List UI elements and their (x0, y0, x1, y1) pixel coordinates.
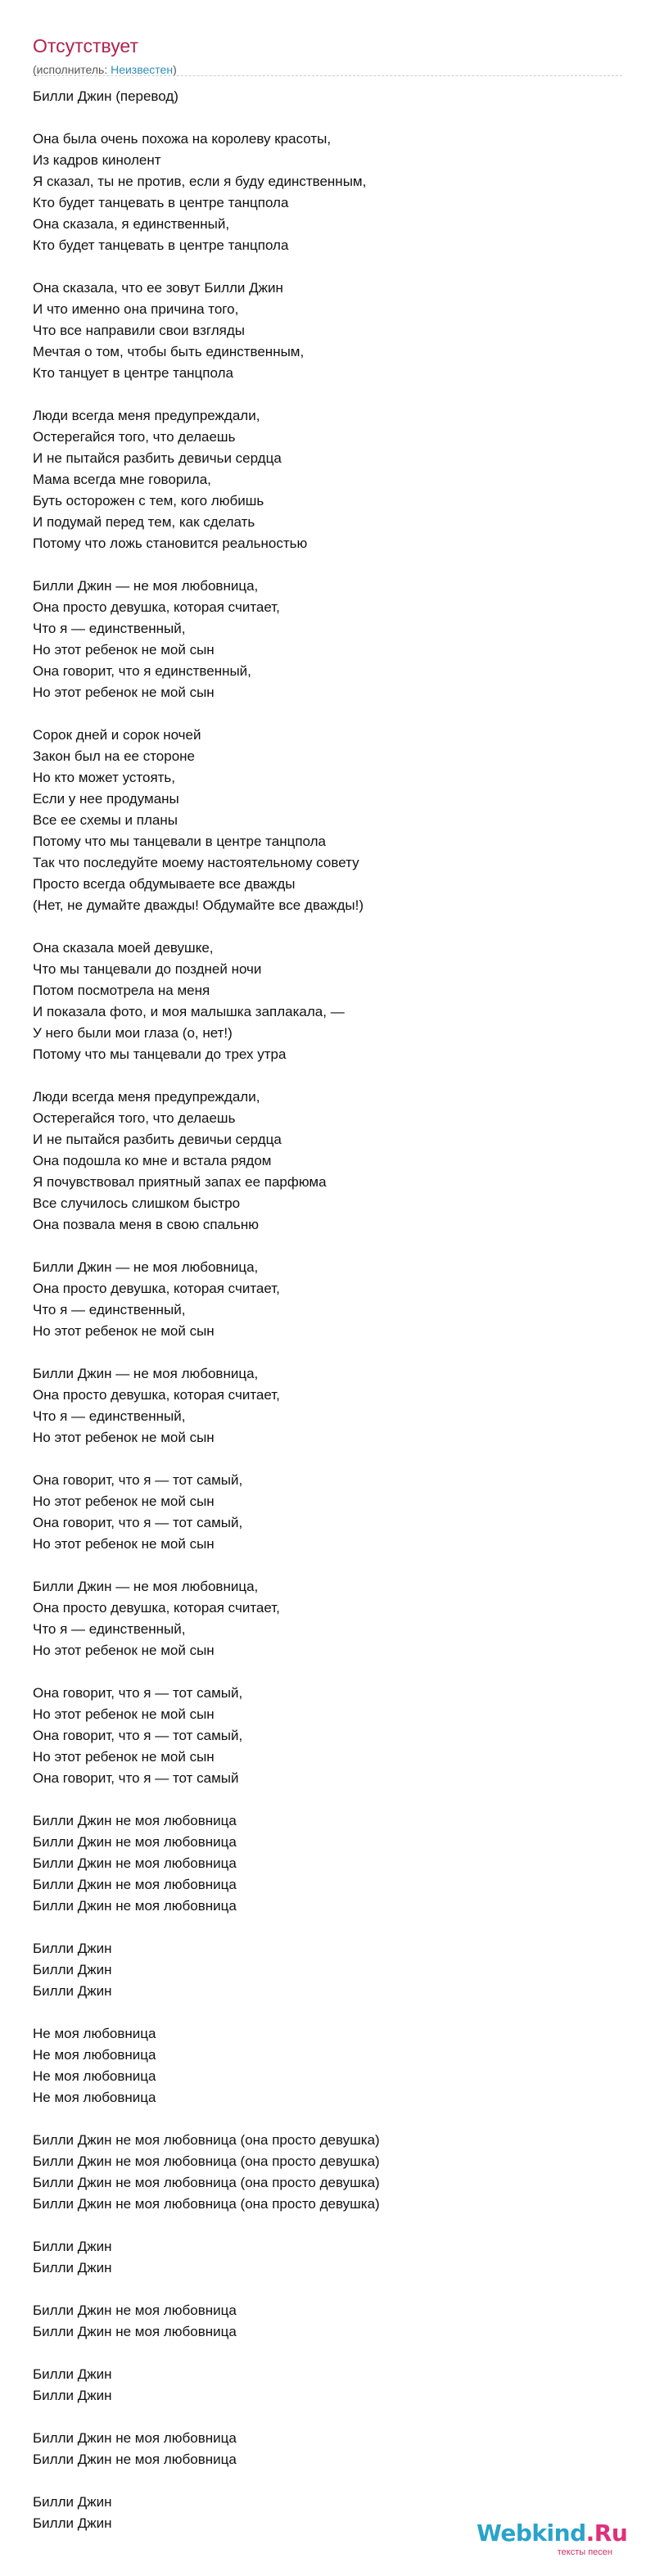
lyrics-line: Закон был на ее стороне (33, 748, 196, 764)
lyrics-line: Но этот ребенок не мой сын (33, 1536, 215, 1552)
lyrics-line: Она позвала меня в свою спальню (33, 1217, 260, 1232)
lyrics-line: Билли Джин не моя любовница (33, 2430, 237, 2446)
lyrics-line: И показала фото, и моя малышка заплакала, — (33, 1004, 345, 1019)
lyrics-stanza (33, 1087, 622, 1236)
lyrics-line: Но этот ребенок не мой сын (33, 685, 215, 700)
lyrics-line: И подумай перед тем, как сделать (33, 514, 255, 530)
lyrics-line: Билли Джин не моя любовница (33, 2303, 237, 2318)
lyrics-line: Билли Джин (33, 2494, 112, 2510)
lyrics-line: Билли Джин (33, 2260, 112, 2275)
song-header (33, 34, 622, 77)
lyrics-line: Но этот ребенок не мой сын (33, 1749, 215, 1765)
lyrics-line: И не пытайся разбить девичьи сердца (33, 450, 282, 466)
lyrics-stanza (33, 2130, 622, 2215)
lyrics-line: Потому что мы танцевали до трех утра (33, 1046, 287, 1062)
lyrics-line: Билли Джин не моя любовница (она просто девушка) (33, 2132, 380, 2148)
lyrics-line: Она просто девушка, которая считает, (33, 1281, 280, 1296)
lyrics-stanza (33, 2300, 622, 2343)
lyrics-line: Билли Джин не моя любовница (она просто девушка) (33, 2196, 380, 2212)
lyrics-line: Билли Джин — не моя любовница, (33, 1579, 259, 1594)
lyrics-line: Но кто может устоять, (33, 770, 176, 785)
lyrics-line: Она говорит, что я — тот самый, (33, 1515, 243, 1530)
lyrics-line: Но этот ребенок не мой сын (33, 1643, 215, 1658)
artist-prefix: (исполнитель: (33, 63, 111, 76)
lyrics-line: Потому что мы танцевали в центре танцпола (33, 834, 326, 849)
lyrics-line: (Нет, не думайте дважды! Обдумайте все дважды!) (33, 897, 364, 913)
lyrics-line: Билли Джин — не моя любовница, (33, 1259, 259, 1275)
lyrics-line: Билли Джин не моя любовница (33, 1834, 237, 1850)
lyrics-line: Она подошла ко мне и встала рядом (33, 1153, 272, 1168)
lyrics-line: Если у нее продуманы (33, 791, 179, 807)
lyrics-line: Остерегайся того, что делаешь (33, 1110, 236, 1126)
lyrics-line: Она говорит, что я — тот самый (33, 1770, 239, 1786)
lyrics-line: Но этот ребенок не мой сын (33, 1494, 215, 1509)
lyrics-line: Билли Джин (33, 1962, 112, 1977)
lyrics-stanza (33, 1938, 622, 2002)
lyrics-stanza (33, 278, 622, 384)
lyrics-line: Билли Джин — не моя любовница, (33, 578, 259, 594)
lyrics-line: Не моя любовница (33, 2068, 156, 2084)
lyrics-stanza (33, 1810, 622, 1917)
lyrics-line: Мама всегда мне говорила, (33, 472, 211, 487)
lyrics-line: Она сказала моей девушке, (33, 940, 214, 956)
lyrics-line: Кто танцует в центре танцпола (33, 365, 233, 381)
lyrics-stanza (33, 2364, 622, 2407)
lyrics-line: Я сказал, ты не против, если я буду единственным, (33, 174, 367, 189)
lyrics-stanza (33, 2023, 622, 2108)
lyrics-line: Но этот ребенок не мой сын (33, 642, 215, 658)
lyrics-line: Что все направили свои взгляды (33, 323, 245, 338)
lyrics-stanza (33, 1257, 622, 1342)
lyrics-stanza (33, 1363, 622, 1448)
lyrics-stanza (33, 1683, 622, 1789)
lyrics-line: Так что последуйте моему настоятельному совету (33, 855, 359, 870)
lyrics-line: И что именно она причина того, (33, 301, 239, 317)
artist-link[interactable]: Неизвестен (111, 63, 174, 76)
lyrics-line: Билли Джин не моя любовница (33, 2452, 237, 2467)
lyrics-stanza (33, 405, 622, 554)
lyrics-line: Она просто девушка, которая считает, (33, 1387, 280, 1403)
lyrics-stanza (33, 1470, 622, 1555)
lyrics-line: Из кадров кинолент (33, 152, 161, 168)
lyrics-line: Люди всегда меня предупреждали, (33, 408, 260, 423)
lyrics-line: Мечтая о том, чтобы быть единственным, (33, 344, 305, 359)
logo-tld: .Ru (585, 2520, 628, 2547)
lyrics-line: Не моя любовница (33, 2090, 156, 2105)
lyrics-line: Что я — единственный, (33, 1302, 186, 1317)
lyrics-line: Она говорит, что я единственный, (33, 663, 251, 679)
lyrics-line: Я почувствовал приятный запах ее парфюма (33, 1174, 327, 1190)
lyrics-line: Она сказала, что ее зовут Билли Джин (33, 280, 283, 296)
lyrics-line: Люди всегда меня предупреждали, (33, 1089, 260, 1105)
lyrics-line: Билли Джин не моя любовница (она просто девушка) (33, 2153, 380, 2169)
lyrics-line: Что я — единственный, (33, 1408, 186, 1424)
lyrics-stanza (33, 725, 622, 916)
lyrics-line: Она была очень похожа на королеву красоты, (33, 131, 332, 147)
lyrics-line: Билли Джин не моя любовница (она просто девушка) (33, 2175, 380, 2190)
artist-suffix: ) (173, 63, 177, 76)
logo-tagline: тексты песен (557, 2547, 612, 2557)
lyrics-line: Все случилось слишком быстро (33, 1195, 241, 1211)
lyrics-stanza (33, 129, 622, 256)
lyrics-stanza (33, 2236, 622, 2279)
lyrics-line: Билли Джин (33, 1983, 112, 1999)
lyrics-line: Кто будет танцевать в центре танцпола (33, 237, 289, 253)
lyrics-stanza (33, 2428, 622, 2470)
lyrics-line: Сорок дней и сорок ночей (33, 727, 201, 743)
lyrics-text (33, 86, 622, 2556)
lyrics-line: Потому что ложь становится реальностью (33, 536, 308, 551)
lyrics-stanza (33, 1576, 622, 1661)
lyrics-stanza (33, 938, 622, 1065)
lyrics-line: Билли Джин не моя любовница (33, 1855, 237, 1871)
lyrics-line: Все ее схемы и планы (33, 812, 178, 828)
lyrics-stanza (33, 576, 622, 703)
lyrics-line: Но этот ребенок не мой сын (33, 1430, 215, 1445)
lyrics-line: Но этот ребенок не мой сын (33, 1323, 215, 1339)
logo-wordmark (477, 2520, 632, 2547)
lyrics-line: Билли Джин не моя любовница (33, 1877, 237, 1892)
lyrics-line: Потом посмотрела на меня (33, 983, 210, 998)
lyrics-line: Билли Джин не моя любовница (33, 2324, 237, 2339)
lyrics-line: У него были мои глаза (о, нет!) (33, 1025, 233, 1041)
lyrics-line: Она просто девушка, которая считает, (33, 1600, 280, 1616)
lyrics-line: Не моя любовница (33, 2047, 156, 2063)
lyrics-line: Что мы танцевали до поздней ночи (33, 961, 262, 977)
lyrics-line: Она говорит, что я — тот самый, (33, 1685, 243, 1701)
lyrics-stanza (33, 86, 622, 107)
lyrics-line: Она говорит, что я — тот самый, (33, 1472, 243, 1488)
lyrics-line: Она просто девушка, которая считает, (33, 599, 280, 615)
lyrics-line: Буть осторожен с тем, кого любишь (33, 493, 264, 508)
lyrics-line: Просто всегда обдумываете все дважды (33, 876, 296, 892)
lyrics-line: Но этот ребенок не мой сын (33, 1706, 215, 1722)
lyrics-line: И не пытайся разбить девичьи сердца (33, 1132, 282, 1147)
lyrics-line: Не моя любовница (33, 2026, 156, 2041)
lyrics-line: Билли Джин (перевод) (33, 88, 178, 104)
lyrics-line: Билли Джин (33, 1941, 112, 1956)
webkind-logo[interactable] (477, 2520, 632, 2561)
lyrics-line: Билли Джин (33, 2388, 112, 2403)
song-title: Отсутствует (33, 35, 138, 56)
lyrics-line: Она сказала, я единственный, (33, 216, 230, 232)
lyrics-line: Кто будет танцевать в центре танцпола (33, 195, 289, 210)
lyrics-line: Билли Джин (33, 2366, 112, 2382)
lyrics-line: Билли Джин не моя любовница (33, 1898, 237, 1914)
lyrics-line: Билли Джин не моя любовница (33, 1813, 237, 1828)
header-divider (33, 75, 622, 76)
lyrics-line: Она говорит, что я — тот самый, (33, 1728, 243, 1743)
lyrics-line: Билли Джин (33, 2515, 112, 2531)
logo-name: Webkind (477, 2520, 586, 2547)
lyrics-line: Билли Джин (33, 2239, 112, 2254)
lyrics-line: Билли Джин — не моя любовница, (33, 1366, 259, 1381)
lyrics-line: Что я — единственный, (33, 1621, 186, 1637)
lyrics-line: Остерегайся того, что делаешь (33, 429, 236, 445)
lyrics-line: Что я — единственный, (33, 621, 186, 636)
